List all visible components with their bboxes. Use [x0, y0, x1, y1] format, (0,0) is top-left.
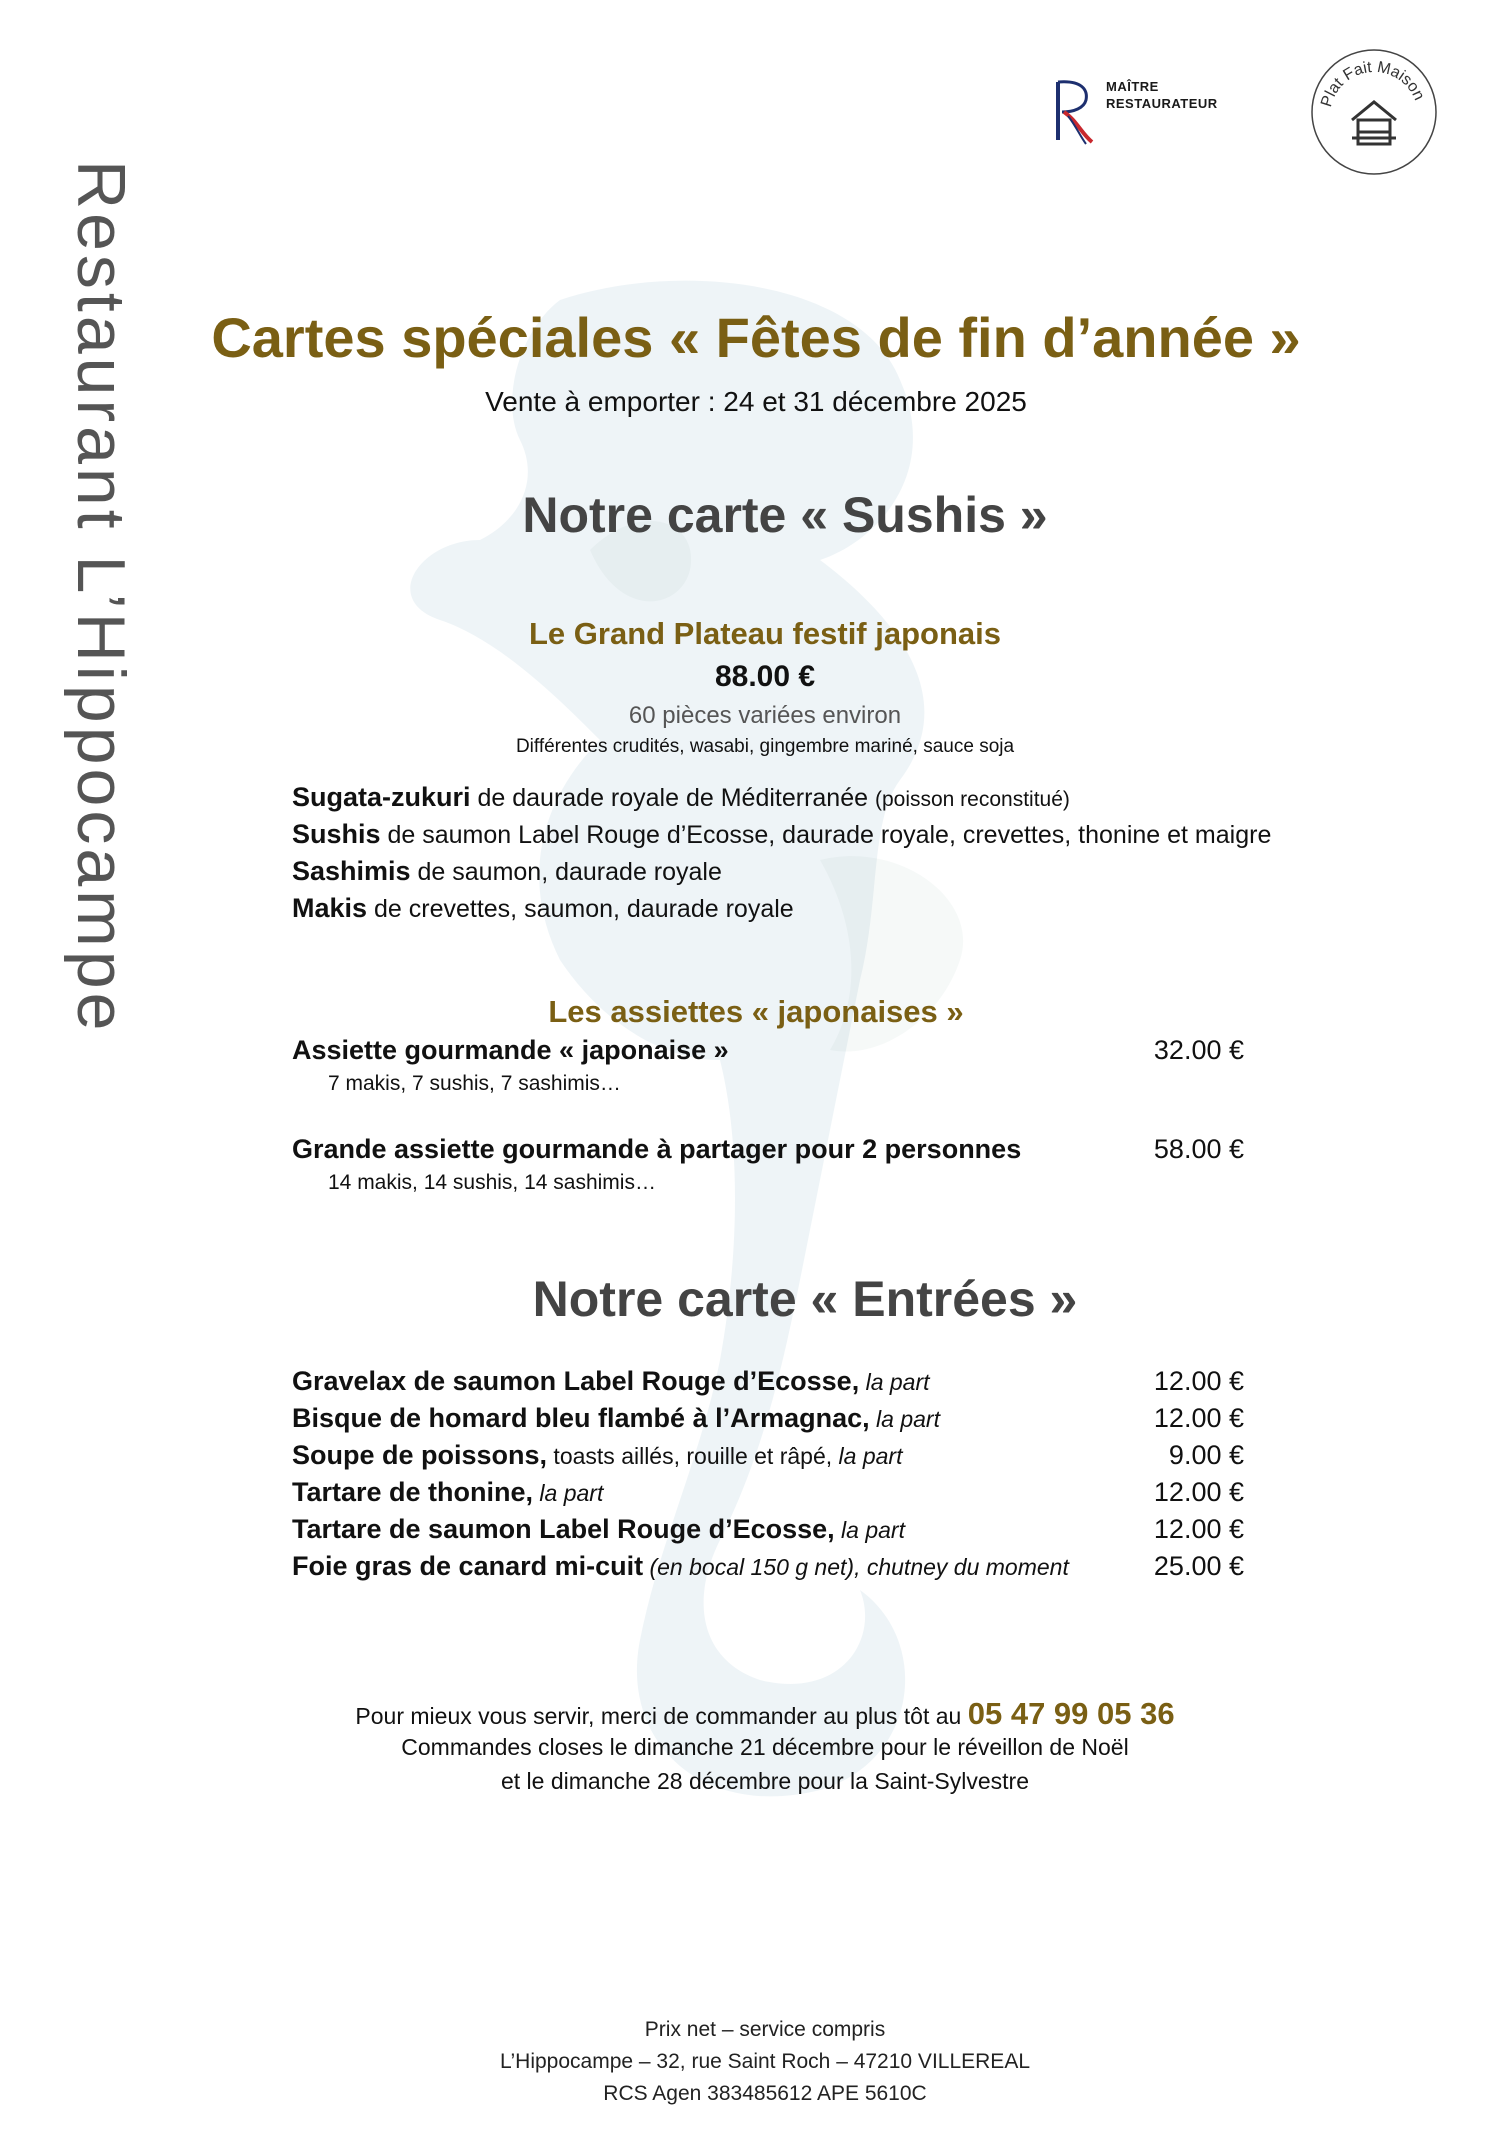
desc-name: Sugata-zukuri — [292, 782, 471, 812]
entree-name: Tartare de saumon Label Rouge d’Ecosse, — [292, 1514, 835, 1544]
order-text: Pour mieux vous servir, merci de commander au plus tôt au — [355, 1703, 968, 1729]
entree-name: Tartare de thonine, — [292, 1477, 534, 1507]
page-subtitle: Vente à emporter : 24 et 31 décembre 2025 — [485, 386, 1027, 417]
plateau-description — [292, 856, 722, 887]
footer-prices-note: Prix net – service compris — [644, 2018, 886, 2041]
order-info — [0, 1696, 1512, 1732]
plat-fait-maison-logo — [1308, 46, 1440, 178]
entree-price: 12.00 € — [1153, 1366, 1244, 1396]
entree-italic: la part — [869, 1406, 940, 1432]
plateau-pieces: 60 pièces variées environ — [628, 702, 902, 729]
entree-price: 25.00 € — [1153, 1551, 1244, 1581]
plateau-title: Le Grand Plateau festif japonais — [528, 616, 1001, 651]
desc-small: (poisson reconstitué) — [874, 788, 1070, 811]
menu-item-name: Assiette gourmande « japonaise » — [292, 1035, 729, 1065]
order-deadline-christmas: Commandes closes le dimanche 21 décembre pour le réveillon de Noël — [401, 1734, 1129, 1760]
entree-italic: la part — [859, 1369, 930, 1395]
menu-item-sub: 14 makis, 14 sushis, 14 sashimis… — [328, 1171, 656, 1194]
menu-item-price: 32.00 € — [1153, 1035, 1244, 1065]
entree-price: 12.00 € — [1153, 1403, 1244, 1433]
entree-italic: (en bocal 150 g net), chutney du moment — [643, 1554, 1069, 1580]
maitre-line2: RESTAURATEUR — [1106, 96, 1218, 111]
section-title-sushis: Notre carte « Sushis » — [522, 487, 1048, 543]
desc-name: Sushis — [292, 819, 381, 849]
footer-address: L’Hippocampe – 32, rue Saint Roch – 47210 VILLEREAL — [499, 2050, 1030, 2073]
entree-name: Soupe de poissons, — [292, 1440, 548, 1470]
footer-registration: RCS Agen 383485612 APE 5610C — [603, 2082, 927, 2105]
entree-price: 12.00 € — [1153, 1477, 1244, 1507]
page-title: Cartes spéciales « Fêtes de fin d’année » — [211, 306, 1301, 369]
maitre-restaurateur-r-icon — [1052, 76, 1096, 146]
desc-name: Makis — [292, 893, 368, 923]
entree-item — [292, 1551, 1069, 1582]
maitre-line1: MAÎTRE — [1106, 79, 1159, 94]
entree-price: 9.00 € — [1168, 1440, 1244, 1470]
desc-text: de saumon Label Rouge d’Ecosse, daurade royale, crevettes, thonine et maigre — [380, 821, 1272, 849]
entree-item — [292, 1477, 603, 1508]
plateau-description — [292, 782, 1070, 813]
plateau-description — [292, 893, 794, 924]
maitre-restaurateur-logo — [1052, 74, 1232, 146]
entree-italic: la part — [834, 1517, 905, 1543]
menu-item-name: Grande assiette gourmande à partager pour 2 personnes — [292, 1134, 1022, 1164]
desc-text: de daurade royale de Méditerranée — [470, 784, 875, 812]
entree-item — [292, 1403, 940, 1434]
menu-item-price: 58.00 € — [1153, 1134, 1244, 1164]
entree-item — [292, 1440, 902, 1471]
desc-text: de saumon, daurade royale — [410, 858, 722, 886]
entree-note: toasts aillés, rouille et râpé, — [547, 1443, 833, 1469]
side-restaurant-name: Restaurant L’Hippocampe — [63, 160, 139, 1035]
entree-price: 12.00 € — [1153, 1514, 1244, 1544]
entree-item — [292, 1366, 930, 1397]
plateau-price: 88.00 € — [714, 660, 816, 693]
menu-item-sub: 7 makis, 7 sushis, 7 sashimis… — [328, 1072, 621, 1095]
entree-name: Gravelax de saumon Label Rouge d’Ecosse, — [292, 1366, 860, 1396]
desc-text: de crevettes, saumon, daurade royale — [367, 895, 794, 923]
plateau-description — [292, 819, 1271, 850]
entree-italic: la part — [832, 1443, 903, 1469]
desc-name: Sashimis — [292, 856, 411, 886]
entree-item — [292, 1514, 905, 1545]
phone-number: 05 47 99 05 36 — [967, 1696, 1175, 1731]
entree-name: Foie gras de canard mi-cuit — [292, 1551, 644, 1581]
order-deadline-new-year: et le dimanche 28 décembre pour la Saint-Sylvestre — [500, 1768, 1029, 1794]
entree-italic: la part — [533, 1480, 604, 1506]
plateau-extras: Différentes crudités, wasabi, gingembre mariné, sauce soja — [515, 736, 1015, 757]
assiettes-title: Les assiettes « japonaises » — [548, 994, 964, 1029]
section-title-entrees: Notre carte « Entrées » — [532, 1271, 1078, 1327]
pfm-text: Plat Fait Maison — [1318, 58, 1428, 109]
entree-name: Bisque de homard bleu flambé à l’Armagnac, — [292, 1403, 870, 1433]
